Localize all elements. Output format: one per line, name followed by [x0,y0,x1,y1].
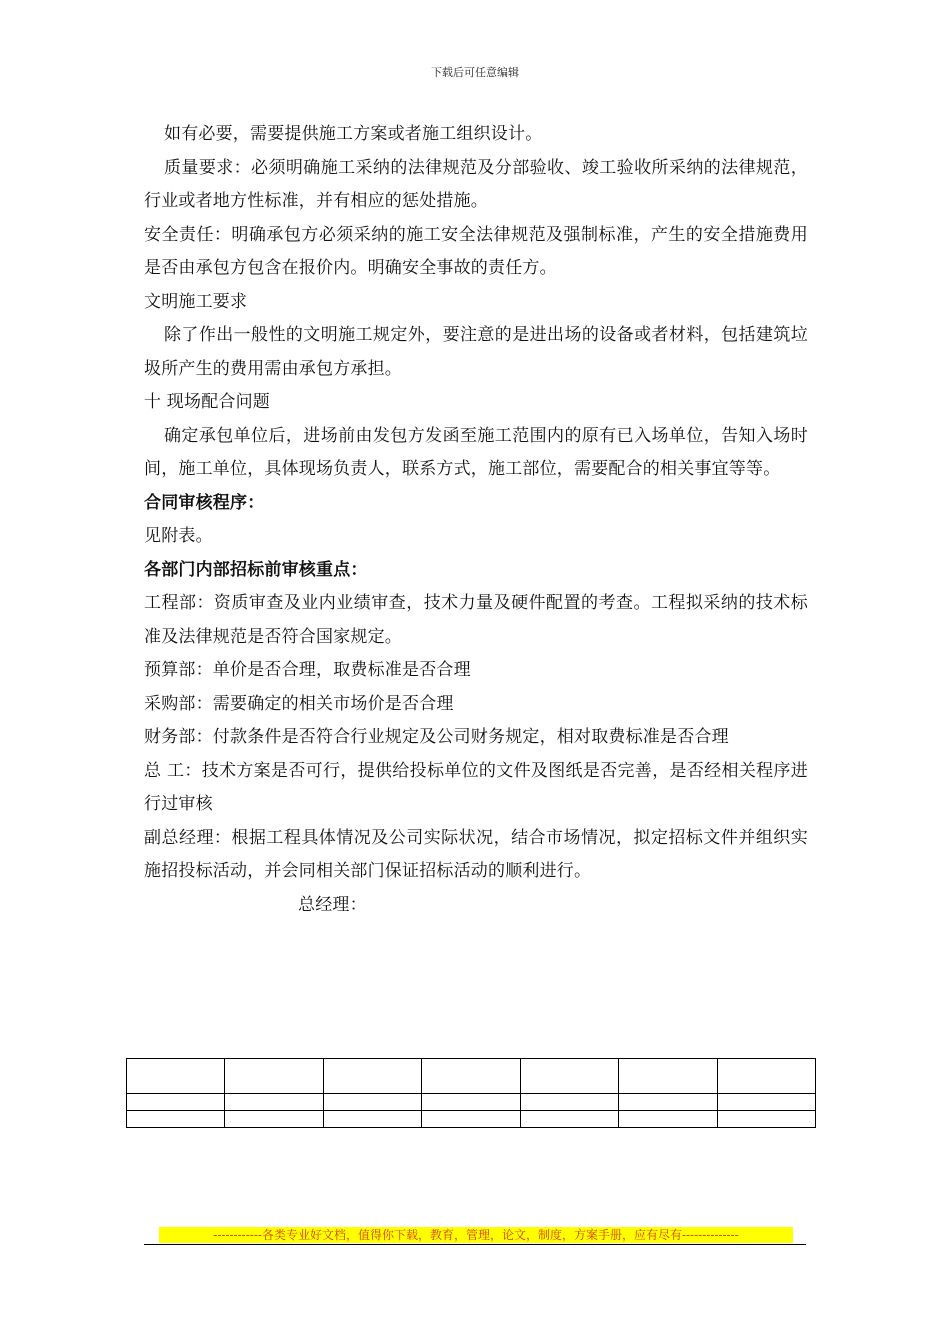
paragraph: 预算部：单价是否合理，取费标准是否合理 [144,660,471,680]
document-body [144,118,808,922]
footer-banner [159,1227,793,1243]
table-cell [520,1059,618,1094]
footer-banner-text: ------------各类专业好文档，值得你下载，教育，管理，论文，制度，方案手册，应有尽有-------------- [213,1228,739,1242]
signature-table [126,1058,816,1128]
paragraph: 总 工：技术方案是否可行，提供给投标单位的文件及图纸是否完善，是否经相关程序进行过审核 [144,760,808,814]
table-cell [717,1094,815,1111]
paragraph: 文明施工要求 [144,291,248,312]
paragraph: 财务部：付款条件是否符合行业规定及公司财务规定，相对取费标准是否合理 [144,727,729,747]
paragraph: 确定承包单位后，进场前由发包方发函至施工范围内的原有已入场单位，告知入场时间，施工单位，具体现场负责人，联系方式，施工部位，需要配合的相关事宜等等。 [144,425,808,479]
table-cell [127,1094,225,1111]
table-row [127,1094,816,1111]
section-heading: 合同审核程序： [144,492,265,513]
table-cell [717,1059,815,1094]
paragraph: 质量要求：必须明确施工采纳的法律规范及分部验收、竣工验收所采纳的法律规范，行业或者地方性标准，并有相应的惩处措施。 [144,157,808,211]
section-heading: 各部门内部招标前审核重点： [144,559,368,580]
paragraph: 如有必要，需要提供施工方案或者施工组织设计。 [164,124,543,144]
page-header [0,66,950,80]
table-cell [619,1059,717,1094]
header-text: 下载后可任意编辑 [431,66,519,79]
table-cell [323,1111,421,1128]
signature-label: 总经理： [298,894,367,915]
table-cell [422,1059,520,1094]
table-cell [619,1094,717,1111]
paragraph: 采购部：需要确定的相关市场价是否合理 [144,693,454,714]
table-cell [422,1111,520,1128]
paragraph: 安全责任：明确承包方必须采纳的施工安全法律规范及强制标准，产生的安全措施费用是否由承包方包含在报价内。明确安全事故的责任方。 [144,224,808,278]
table-cell [520,1111,618,1128]
table-cell [127,1059,225,1094]
table-cell [520,1094,618,1111]
table-cell [225,1094,323,1111]
paragraph: 除了作出一般性的文明施工规定外，要注意的是进出场的设备或者材料，包括建筑垃圾所产生的费用需由承包方承担。 [144,325,808,379]
table-row [127,1059,816,1094]
table-cell [422,1094,520,1111]
table-cell [323,1094,421,1111]
section-heading: 十 现场配合问题 [144,392,271,412]
paragraph: 副总经理：根据工程具体情况及公司实际状况，结合市场情况，拟定招标文件并组织实施招投标活动，并会同相关部门保证招标活动的顺利进行。 [144,827,808,881]
footer-divider [144,1244,806,1245]
table-cell [127,1111,225,1128]
table-cell [323,1059,421,1094]
table-cell [717,1111,815,1128]
table-cell [225,1059,323,1094]
table-cell [619,1111,717,1128]
paragraph: 工程部：资质审查及业内业绩审查，技术力量及硬件配置的考查。工程拟采纳的技术标准及法律规范是否符合国家规定。 [144,593,808,647]
table-row [127,1111,816,1128]
table-cell [225,1111,323,1128]
paragraph: 见附表。 [144,526,213,546]
